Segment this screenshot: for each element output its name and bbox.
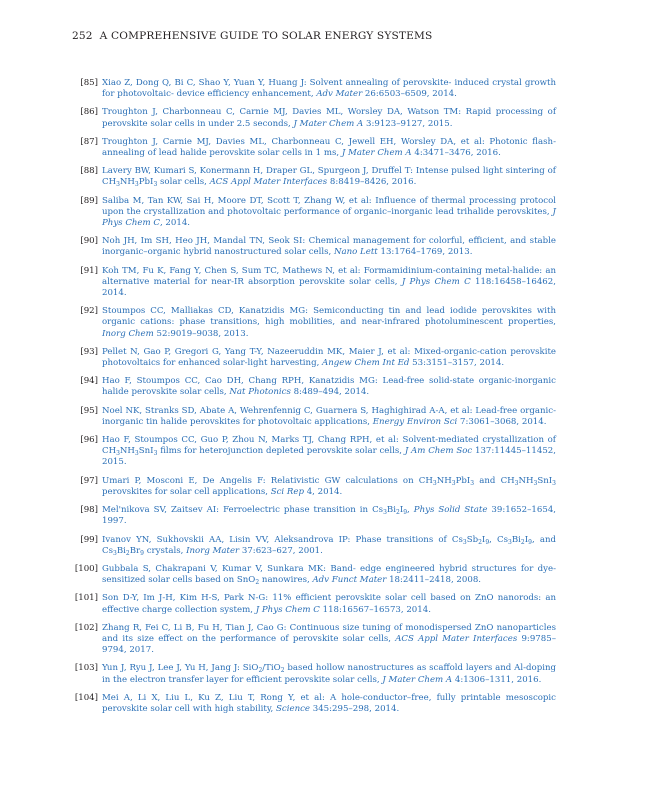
reference-text-segment: I bbox=[524, 534, 529, 545]
reference-text-segment: 4:1306–1311, 2016. bbox=[452, 674, 542, 685]
reference-text-segment: I bbox=[481, 534, 486, 545]
reference-text bbox=[102, 236, 556, 258]
subscript: 2 bbox=[280, 667, 285, 675]
subscript: 3 bbox=[113, 549, 117, 557]
subscript: 2 bbox=[125, 549, 130, 557]
journal-name: Inorg Chem bbox=[102, 328, 154, 339]
reference-text-segment: 26:6503–6509, 2014. bbox=[362, 89, 457, 100]
reference-item bbox=[74, 166, 556, 188]
reference-item bbox=[74, 693, 556, 715]
journal-name: Phys Solid State bbox=[413, 505, 488, 516]
journal-name: J Mater Chem A bbox=[382, 674, 453, 685]
reference-text-segment: 37:623–627, 2001. bbox=[239, 545, 323, 556]
reference-text-segment: solar cells, bbox=[157, 177, 210, 188]
reference-text-segment: Bi bbox=[386, 505, 396, 516]
journal-name: Angew Chem Int Ed bbox=[322, 358, 410, 369]
reference-item bbox=[74, 306, 556, 340]
reference-text-segment: Noel NK, Stranks SD, Abate A, Wehrenfennig C, Guarnera S, Haghighirad A-A, et al: Lead-free organic-inorganic tin halide perovskites for photovoltaic applications, bbox=[102, 405, 556, 427]
journal-name: ACS Appl Mater Interfaces bbox=[395, 633, 518, 644]
reference-text-segment: 39:1652–1654, 1997. bbox=[102, 505, 557, 527]
reference-text-segment: 53:3151–3157, 2014. bbox=[409, 358, 505, 369]
reference-number: [86] bbox=[80, 107, 98, 118]
reference-text bbox=[102, 196, 556, 230]
journal-name: Nat Photonics bbox=[229, 387, 291, 398]
reference-text-segment: Saliba M, Tan KW, Sai H, Moore DT, Scott T, Zhang W, et al: Influence of thermal processing protocol upon the crystallization and photovoltaic performance of organic–inorganic lead trihalide perovskites, bbox=[102, 195, 556, 217]
reference-text-segment: Bi bbox=[511, 534, 521, 545]
journal-name: Adv Funct Mater bbox=[312, 575, 387, 586]
reference-text-segment: Mel'nikova SV, Zaitsev AI: Ferroelectric phase transition in Cs bbox=[102, 505, 384, 516]
reference-item bbox=[74, 663, 556, 685]
journal-name: J Phys Chem C bbox=[102, 206, 556, 229]
subscript: 3 bbox=[508, 538, 512, 546]
reference-text bbox=[102, 306, 556, 340]
reference-number: [93] bbox=[80, 346, 98, 357]
reference-text-segment: Pellet N, Gao P, Gregori G, Yang T-Y, Nazeeruddin MK, Maier J, et al: Mixed-organic-cation perovskite photovoltaics for enhanced solar-light harvesting, bbox=[102, 346, 556, 369]
reference-number: [89] bbox=[80, 195, 98, 206]
reference-text-segment: perovskites for solar cell applications, bbox=[102, 486, 271, 497]
reference-text-segment: 13:1764–1769, 2013. bbox=[377, 247, 473, 258]
reference-text-segment: crystals, bbox=[144, 545, 187, 556]
reference-text-segment: SnI bbox=[537, 475, 553, 486]
reference-text-segment: Br bbox=[129, 545, 141, 556]
subscript: 2 bbox=[478, 538, 482, 546]
reference-text-segment: 3:9123–9127, 2015. bbox=[363, 118, 453, 129]
reference-text-segment: 345:295–298, 2014. bbox=[310, 703, 400, 714]
reference-text-segment: Zhang R, Fei C, Li B, Fu H, Tian J, Cao G: Continuous size tuning of monodispersed ZnO nanoparticles and its size effect on the performance of perovskite solar cells, bbox=[102, 622, 556, 644]
reference-item bbox=[74, 476, 556, 498]
subscript: 3 bbox=[134, 450, 139, 458]
reference-text-segment: 4:3471–3476, 2016. bbox=[411, 148, 501, 159]
reference-text-segment: 8:489–494, 2014. bbox=[290, 387, 370, 398]
reference-text bbox=[102, 505, 556, 527]
subscript: 9 bbox=[403, 509, 408, 517]
reference-text-segment: I bbox=[399, 505, 404, 516]
reference-text bbox=[102, 663, 556, 685]
subscript: 3 bbox=[451, 479, 456, 487]
journal-name: Nano Lett bbox=[333, 247, 378, 258]
subscript: 2 bbox=[520, 538, 525, 546]
reference-text-segment: 118:16458–16462, 2014. bbox=[102, 276, 556, 299]
reference-text-segment: 18:2411–2418, 2008. bbox=[386, 575, 482, 586]
subscript: 9 bbox=[140, 549, 144, 557]
reference-number: [104] bbox=[74, 692, 98, 703]
reference-text bbox=[102, 266, 556, 300]
reference-item bbox=[74, 593, 556, 615]
page-number: 252 bbox=[72, 30, 93, 42]
reference-text-segment: Gubbala S, Chakrapani V, Kumar V, Sunkara MK: Band- edge engineered hybrid structures for dye-sensitized solar cells based on SnO bbox=[102, 563, 556, 586]
reference-text-segment: , 2014. bbox=[159, 218, 191, 229]
subscript: 2 bbox=[258, 667, 263, 675]
subscript: 3 bbox=[462, 538, 467, 546]
reference-number: [102] bbox=[74, 622, 98, 633]
running-header bbox=[72, 30, 592, 42]
reference-text bbox=[102, 564, 556, 586]
reference-text bbox=[102, 78, 556, 100]
reference-text-segment: Troughton J, Charbonneau C, Carnie MJ, Davies ML, Worsley DA, Watson TM: Rapid processing of perovskite solar cells in under 2.5 seconds, bbox=[102, 107, 556, 129]
reference-text-segment: NH bbox=[518, 475, 534, 486]
reference-number: [99] bbox=[80, 534, 98, 545]
reference-text-segment: PbI bbox=[138, 177, 154, 188]
reference-text bbox=[102, 623, 556, 657]
reference-text-segment: Stoumpos CC, Malliakas CD, Kanatzidis MG: Semiconducting tin and lead iodide perovskites with organic cations: phase transitions, high mobilities, and near-infrared photoluminescent properties, bbox=[102, 306, 556, 328]
reference-item bbox=[74, 347, 556, 369]
reference-text-segment: 9:9785–9794, 2017. bbox=[102, 633, 556, 656]
reference-item bbox=[74, 535, 556, 557]
reference-text-segment: and CH bbox=[474, 475, 515, 486]
reference-item bbox=[74, 236, 556, 258]
reference-text-segment: based hollow nanostructures as scaffold layers and Al-doping in the electron transfer layer for efficient perovskite solar cells, bbox=[102, 663, 556, 685]
journal-name: Sci Rep bbox=[270, 486, 304, 497]
reference-text-segment: films for heterojunction depleted perovskite solar cells, bbox=[157, 446, 405, 457]
reference-text-segment: , bbox=[407, 505, 414, 516]
reference-number: [97] bbox=[80, 475, 98, 486]
reference-text-segment: Mei A, Li X, Liu L, Ku Z, Liu T, Rong Y, et al: A hole-conductor–free, fully printable mesoscopic perovskite solar cell with high stability, bbox=[102, 692, 556, 714]
reference-item bbox=[74, 505, 556, 527]
journal-name: J Am Chem Soc bbox=[404, 446, 473, 457]
subscript: 3 bbox=[533, 479, 538, 487]
subscript: 3 bbox=[383, 509, 387, 517]
reference-item bbox=[74, 137, 556, 159]
journal-name: J Mater Chem A bbox=[341, 148, 412, 159]
reference-number: [87] bbox=[80, 136, 98, 147]
reference-text bbox=[102, 535, 556, 557]
reference-text-segment: nanowires, bbox=[259, 575, 313, 586]
reference-text-segment: 137:11445–11452, 2015. bbox=[102, 446, 556, 468]
reference-text-segment: Troughton J, Carnie MJ, Davies ML, Charbonneau C, Jewell EH, Worsley DA, et al: Photonic flash-annealing of lead halide perovskite solar cells in 1 ms, bbox=[102, 136, 556, 159]
reference-text-segment: Xiao Z, Dong Q, Bi C, Shao Y, Yuan Y, Huang J: Solvent annealing of perovskite- induced crystal growth for photovoltaic- device efficiency enhancement, bbox=[102, 78, 556, 100]
reference-text bbox=[102, 693, 556, 715]
subscript: 2 bbox=[395, 509, 400, 517]
reference-number: [95] bbox=[80, 405, 98, 416]
subscript: 3 bbox=[116, 450, 120, 458]
reference-text-segment: NH bbox=[436, 475, 452, 486]
reference-number: [103] bbox=[74, 663, 98, 674]
reference-text-segment: SnI bbox=[138, 446, 154, 457]
reference-text-segment: Hao F, Stoumpos CC, Cao DH, Chang RPH, Kanatzidis MG: Lead-free solid-state organic-inorganic halide perovskite solar cells, bbox=[102, 376, 556, 398]
reference-text-segment: Koh TM, Fu K, Fang Y, Chen S, Sum TC, Mathews N, et al: Formamidinium-containing metal-halide: an alternative material for near-IR absorption perovskite solar cells, bbox=[102, 265, 556, 287]
reference-text-segment: NH bbox=[119, 177, 135, 188]
reference-item bbox=[74, 107, 556, 129]
reference-text bbox=[102, 166, 556, 188]
reference-text bbox=[102, 435, 556, 469]
reference-item bbox=[74, 564, 556, 586]
reference-number: [101] bbox=[74, 593, 98, 604]
reference-text-segment: Ivanov YN, Sukhovskii AA, Lisin VV, Aleksandrova IP: Phase transitions of Cs bbox=[102, 534, 463, 545]
reference-text-segment: 8:8419–8426, 2016. bbox=[327, 177, 417, 188]
reference-text-segment: Son D-Y, Im J-H, Kim H-S, Park N-G: 11% efficient perovskite solar cell based on ZnO nanorods: an effective charge collection system, bbox=[102, 593, 556, 615]
reference-number: [85] bbox=[80, 78, 98, 88]
reference-text-segment: 118:16567–16573, 2014. bbox=[319, 604, 431, 615]
reference-text-segment: Umari P, Mosconi E, De Angelis F: Relativistic GW calculations on CH bbox=[102, 475, 433, 486]
book-title: A COMPREHENSIVE GUIDE TO SOLAR ENERGY SYSTEMS bbox=[99, 30, 433, 42]
reference-item bbox=[74, 78, 556, 100]
reference-text bbox=[102, 376, 556, 398]
reference-text-segment: Hao F, Stoumpos CC, Guo P, Zhou N, Marks TJ, Chang RPH, et al: Solvent-mediated crystallization of CH bbox=[102, 435, 556, 457]
reference-list bbox=[74, 78, 556, 722]
reference-text-segment: 52:9019–9038, 2013. bbox=[153, 328, 249, 339]
subscript: 9 bbox=[528, 538, 532, 546]
journal-name: J Phys Chem C bbox=[255, 604, 320, 615]
reference-text bbox=[102, 347, 556, 369]
reference-item bbox=[74, 435, 556, 469]
reference-number: [92] bbox=[80, 306, 98, 317]
subscript: 2 bbox=[255, 579, 260, 587]
subscript: 3 bbox=[116, 181, 120, 189]
reference-text-segment: NH bbox=[119, 446, 135, 457]
journal-name: Energy Environ Sci bbox=[372, 416, 458, 427]
reference-text-segment: PbI bbox=[455, 475, 471, 486]
reference-text-segment: Yun J, Ryu J, Lee J, Yu H, Jang J: SiO bbox=[102, 663, 259, 674]
reference-text-segment: Sb bbox=[466, 534, 479, 545]
reference-number: [88] bbox=[80, 166, 98, 177]
subscript: 3 bbox=[134, 181, 139, 189]
journal-name: J Mater Chem A bbox=[293, 118, 364, 129]
reference-number: [91] bbox=[80, 265, 98, 276]
reference-text bbox=[102, 476, 556, 498]
journal-name: ACS Appl Mater Interfaces bbox=[209, 177, 328, 188]
reference-number: [100] bbox=[74, 563, 98, 574]
reference-item bbox=[74, 406, 556, 428]
reference-text bbox=[102, 593, 556, 615]
subscript: 9 bbox=[485, 538, 490, 546]
reference-item bbox=[74, 623, 556, 657]
reference-text-segment: /TiO bbox=[262, 663, 281, 674]
journal-name: Adv Mater bbox=[316, 89, 363, 100]
reference-number: [90] bbox=[80, 236, 98, 247]
reference-text bbox=[102, 137, 556, 159]
reference-item bbox=[74, 266, 556, 300]
reference-text-segment: 4, 2014. bbox=[303, 486, 343, 497]
reference-text-segment: Noh JH, Im SH, Heo JH, Mandal TN, Seok SI: Chemical management for colorful, efficient, and stable inorganic–organic hybrid nanostructured solar cells, bbox=[102, 236, 556, 258]
subscript: 3 bbox=[153, 181, 158, 189]
reference-text-segment: , and Cs bbox=[102, 534, 557, 556]
subscript: 3 bbox=[432, 479, 437, 487]
journal-name: J Phys Chem C bbox=[401, 276, 471, 287]
reference-text-segment: Lavery BW, Kumari S, Konermann H, Draper GL, Spurgeon J, Druffel T: Intense pulsed light sintering of CH bbox=[102, 166, 556, 188]
reference-text-segment: , Cs bbox=[489, 534, 509, 545]
subscript: 3 bbox=[470, 479, 475, 487]
reference-number: [94] bbox=[80, 376, 98, 387]
journal-name: Science bbox=[276, 703, 310, 714]
subscript: 3 bbox=[514, 479, 519, 487]
reference-text bbox=[102, 107, 556, 129]
reference-number: [98] bbox=[80, 505, 98, 516]
subscript: 3 bbox=[552, 479, 556, 487]
reference-text-segment: Bi bbox=[116, 545, 126, 556]
reference-text bbox=[102, 406, 556, 428]
journal-name: Inorg Mater bbox=[186, 545, 240, 556]
subscript: 3 bbox=[153, 450, 158, 458]
reference-number: [96] bbox=[80, 435, 98, 446]
reference-item bbox=[74, 376, 556, 398]
reference-text-segment: 7:3061–3068, 2014. bbox=[457, 416, 547, 427]
reference-item bbox=[74, 196, 556, 230]
